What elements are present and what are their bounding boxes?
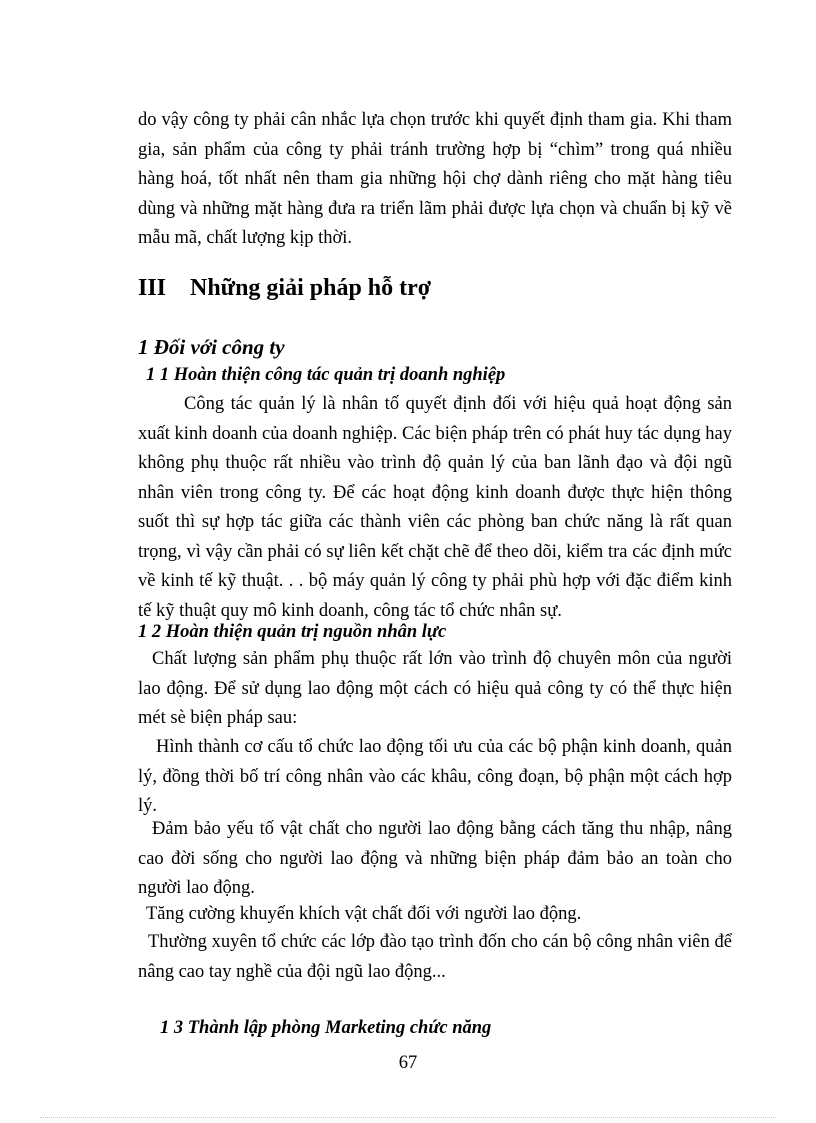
subsection-1-2-heading: 1 2 Hoàn thiện quản trị nguồn nhân lực <box>138 622 447 642</box>
subsection-1-heading: 1 Đối với công ty <box>138 335 285 359</box>
section-number: III <box>138 275 167 301</box>
section-title: Những giải pháp hỗ trợ <box>190 275 432 301</box>
subsection-1-3-heading: 1 3 Thành lập phòng Marketing chức năng <box>160 1018 492 1038</box>
subsection-1-2-paragraph-2: Hình thành cơ cấu tổ chức lao động tối ưu của các bộ phận kinh doanh, quản lý, đồng thời bố trí công nhân vào các khâu, công đoạn, bộ phận một cách hợp lý. <box>138 737 732 816</box>
subsection-1-1-paragraph: Công tác quản lý là nhân tố quyết định đối với hiệu quả hoạt động sản xuất kinh doanh của doanh nghiệp. Các biện pháp trên có phát huy tác dụng hay không phụ thuộc rất nhiều vào trình độ quản lý của ban lãnh đạo và đội ngũ nhân viên trong công ty. Để các hoạt động kinh doanh được thực hiện thông suốt thì sự hợp tác giữa các thành viên các phòng ban chức năng là rất quan trọng, vì vậy cần phải có sự liên kết chặt chẽ để theo dõi, kiểm tra các định mức về kinh tế kỹ thuật. . . bộ máy quản lý công ty phải phù hợp với đặc điểm kinh tế kỹ thuật quy mô kinh doanh, công tác tổ chức nhân sự. <box>138 394 732 621</box>
section-heading <box>138 273 431 303</box>
subsection-1-2-paragraph-1: Chất lượng sản phẩm phụ thuộc rất lớn vào trình độ chuyên môn của người lao động. Để sử dụng lao động một cách có hiệu quả công ty có thể thực hiện mét sè biện pháp sau: <box>138 649 732 728</box>
subsection-1-2-paragraph-3: Đảm bảo yếu tố vật chất cho người lao động bằng cách tăng thu nhập, nâng cao đời sống cho người lao động và những biện pháp đảm bảo an toàn cho người lao động. <box>138 819 732 898</box>
subsection-1-2-paragraph-5: Thường xuyên tổ chức các lớp đào tạo trình đốn cho cán bộ công nhân viên để nâng cao tay nghề của đội ngũ lao động... <box>138 932 732 982</box>
subsection-1-1-heading: 1 1 Hoàn thiện công tác quản trị doanh nghiệp <box>146 365 506 385</box>
subsection-1-2-paragraph-4: Tăng cường khuyến khích vật chất đối với người lao động. <box>146 904 582 924</box>
intro-paragraph: do vậy công ty phải cân nhắc lựa chọn trước khi quyết định tham gia. Khi tham gia, sản phẩm của công ty phải tránh trường hợp bị “chìm” trong quá nhiều hàng hoá, tốt nhất nên tham gia những hội chợ dành riêng cho mặt hàng tiêu dùng và những mặt hàng đưa ra triển lãm phải được lựa chọn và chuẩn bị kỹ về mẫu mã, chất lượng kịp thời. <box>138 110 732 248</box>
page-number: 67 <box>398 1053 418 1073</box>
page-bottom-divider <box>40 1117 776 1118</box>
